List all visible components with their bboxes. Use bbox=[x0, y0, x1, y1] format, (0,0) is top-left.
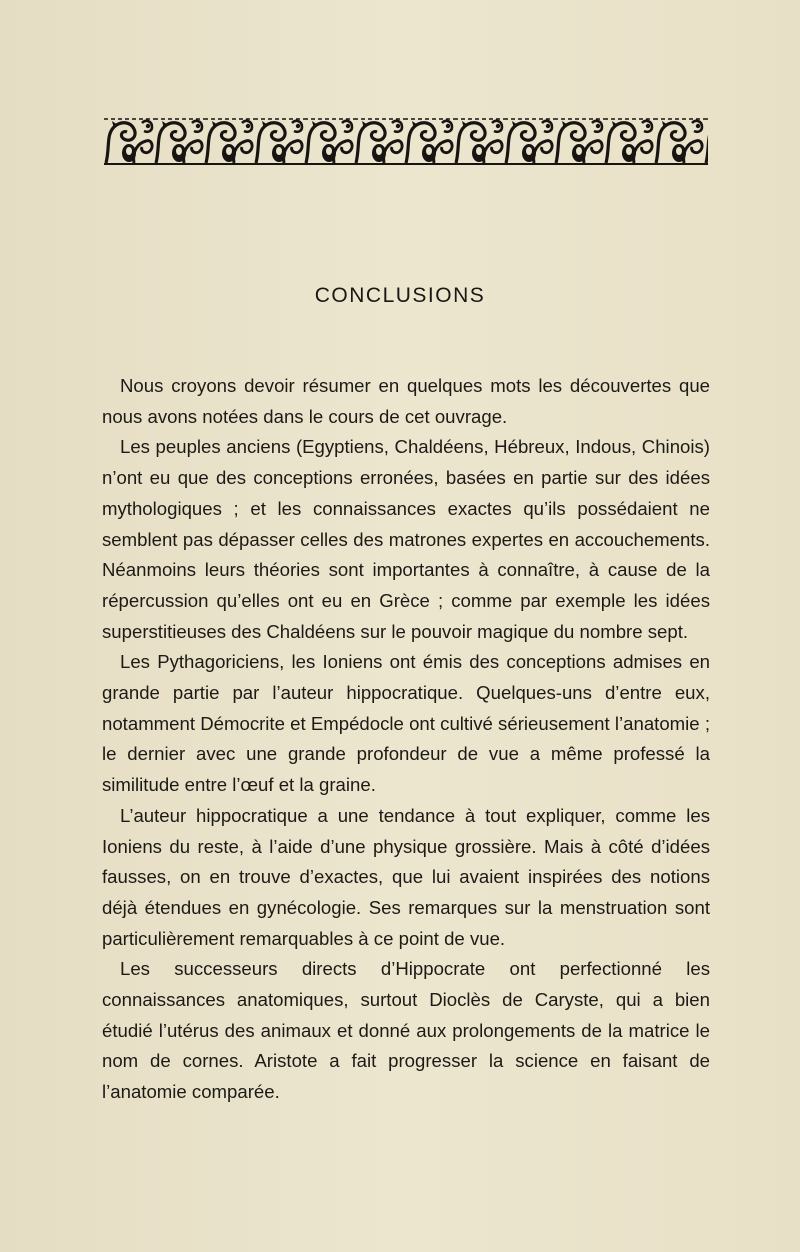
chapter-title: CONCLUSIONS bbox=[314, 284, 486, 307]
paragraph: L’auteur hippocratique a une tendance à tout expliquer, comme les Ioniens du reste, à l’aide d’une physique grossière. Mais à côté d’idées fausses, on en trouve d’exactes, que lui avaient inspirées des notions déjà étendues en gynécologie. Ses remarques sur la menstruation sont particulièrement remarquables à ce point de vue. bbox=[102, 804, 710, 949]
paragraph: Les Pythagoriciens, les Ioniens ont émis des conceptions admises en grande partie par l’auteur hippocratique. Quelques-uns d’entre eux, notamment Démocrite et Empédocle ont cultivé sérieusement l’anatomie ; le dernier avec une grande profondeur de vue a même professé la similitude entre l’œuf et la graine. bbox=[102, 651, 710, 796]
paragraph: Les peuples anciens (Egyptiens, Chaldéens, Hébreux, Indous, Chinois) n’ont eu que des conceptions erronées, basées en partie sur des idées mythologiques ; et les connaissances exactes qu’ils possédaient ne semblent pas dépasser celles des matrones expertes en accouchements. Néanmoins leurs théories sont importantes à connaître, à cause de la répercussion qu’elles ont eu en Grèce ; comme par exemple les idées superstitieuses des Chaldéens sur le pouvoir magique du nombre sept. bbox=[102, 436, 710, 642]
body-text bbox=[102, 371, 710, 1108]
paragraph: Les successeurs directs d’Hippocrate ont perfectionné les connaissances anatomiques, surtout Dioclès de Caryste, qui a bien étudié l’utérus des animaux et donné aux prolongements de la matrice le nom de cornes. Aristote a fait progresser la science en faisant de l’anatomie comparée. bbox=[102, 958, 710, 1103]
paragraph: Nous croyons devoir résumer en quelques mots les découvertes que nous avons notées dans le cours de cet ouvrage. bbox=[102, 375, 710, 427]
decorative-frieze-icon bbox=[104, 117, 708, 165]
